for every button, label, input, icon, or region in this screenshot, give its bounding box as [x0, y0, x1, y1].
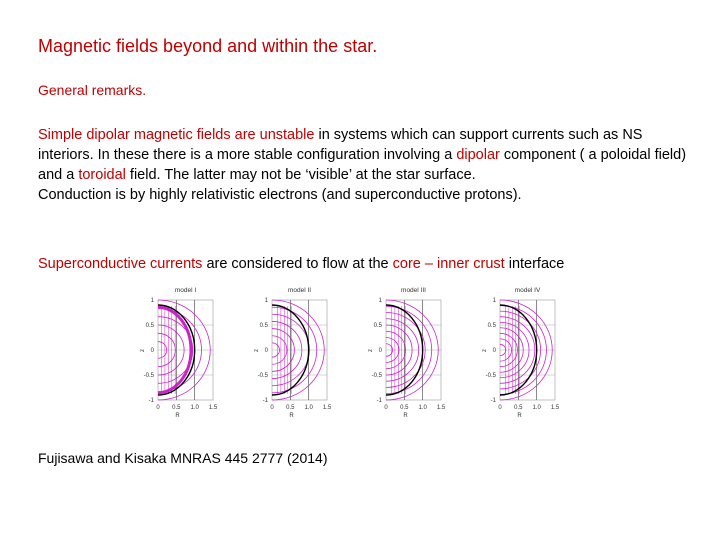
paragraph-text: in systems which can support currents such as NS interiors. In these there is a more stable configuration involving a — [38, 127, 643, 163]
unstable-phrase: Simple dipolar magnetic fields are unstable — [38, 127, 315, 143]
conduction-line: Conduction is by highly relativistic electrons (and superconductive protons). — [38, 187, 522, 203]
y-tick-label: 1 — [378, 298, 382, 304]
y-tick-label: -0.5 — [485, 373, 496, 379]
y-tick-label: -0.5 — [143, 373, 154, 379]
field-figure-svg — [140, 278, 580, 424]
x-tick-label: 1.5 — [436, 405, 446, 411]
y-tick-label: 1 — [492, 298, 496, 304]
x-tick-label: 0.5 — [514, 405, 523, 411]
x-axis-label: R — [517, 413, 522, 419]
y-tick-label: 0.5 — [373, 323, 382, 329]
x-tick-label: 1.5 — [550, 405, 560, 411]
x-tick-label: 0.5 — [172, 405, 181, 411]
panel-label: model I — [174, 287, 197, 294]
x-axis-label: R — [175, 413, 180, 419]
panel-label: model II — [287, 287, 312, 294]
y-axis-label: z — [254, 349, 260, 352]
paragraph-text-mid: component ( a poloidal field) and a — [38, 147, 687, 183]
y-tick-label: -1 — [148, 398, 154, 404]
sc-line-end: interface — [504, 256, 565, 272]
panel-label: model III — [401, 287, 426, 294]
sc-line-text: are considered to flow at the — [202, 256, 393, 272]
dipolar-word: dipolar — [456, 147, 500, 163]
toroidal-word: toroidal — [78, 167, 126, 183]
y-tick-label: 0.5 — [145, 323, 154, 329]
y-tick-label: 0 — [378, 348, 382, 354]
paragraph-text-end: field. The latter may not be ‘visible’ at the star surface. — [125, 167, 476, 183]
x-tick-label: 0 — [270, 405, 274, 411]
superconductive-currents-phrase: Superconductive currents — [38, 256, 203, 272]
x-tick-label: 1.0 — [304, 405, 313, 411]
superconductive-line — [38, 256, 564, 272]
y-tick-label: 0 — [150, 348, 154, 354]
x-tick-label: 1.0 — [532, 405, 541, 411]
x-tick-label: 0 — [156, 405, 160, 411]
y-tick-label: 1 — [150, 298, 154, 304]
y-tick-label: 0.5 — [487, 323, 496, 329]
x-tick-label: 0.5 — [286, 405, 295, 411]
citation: Fujisawa and Kisaka MNRAS 445 2777 (2014) — [38, 450, 328, 466]
y-tick-label: -0.5 — [257, 373, 268, 379]
core-crust-phrase: core – inner crust — [392, 256, 505, 272]
x-tick-label: 1.5 — [322, 405, 332, 411]
y-tick-label: 0.5 — [259, 323, 268, 329]
x-tick-label: 0.5 — [400, 405, 409, 411]
x-tick-label: 0 — [498, 405, 502, 411]
y-axis-label: z — [368, 349, 374, 352]
field-line-figures — [140, 278, 580, 424]
x-tick-label: 1.0 — [418, 405, 427, 411]
y-axis-label: z — [482, 349, 488, 352]
y-tick-label: 1 — [264, 298, 268, 304]
x-axis-label: R — [403, 413, 408, 419]
x-tick-label: 0 — [384, 405, 388, 411]
y-tick-label: -0.5 — [371, 373, 382, 379]
section-subtitle: General remarks. — [38, 82, 147, 98]
x-tick-label: 1.5 — [208, 405, 218, 411]
body-paragraph — [38, 125, 698, 205]
x-axis-label: R — [289, 413, 294, 419]
slide-title: Magnetic fields beyond and within the star. — [38, 36, 378, 56]
y-tick-label: -1 — [490, 398, 496, 404]
y-tick-label: 0 — [264, 348, 268, 354]
panel-label: model IV — [514, 287, 541, 294]
y-tick-label: -1 — [262, 398, 268, 404]
y-axis-label: z — [140, 349, 146, 352]
y-tick-label: -1 — [376, 398, 382, 404]
x-tick-label: 1.0 — [190, 405, 199, 411]
y-tick-label: 0 — [492, 348, 496, 354]
